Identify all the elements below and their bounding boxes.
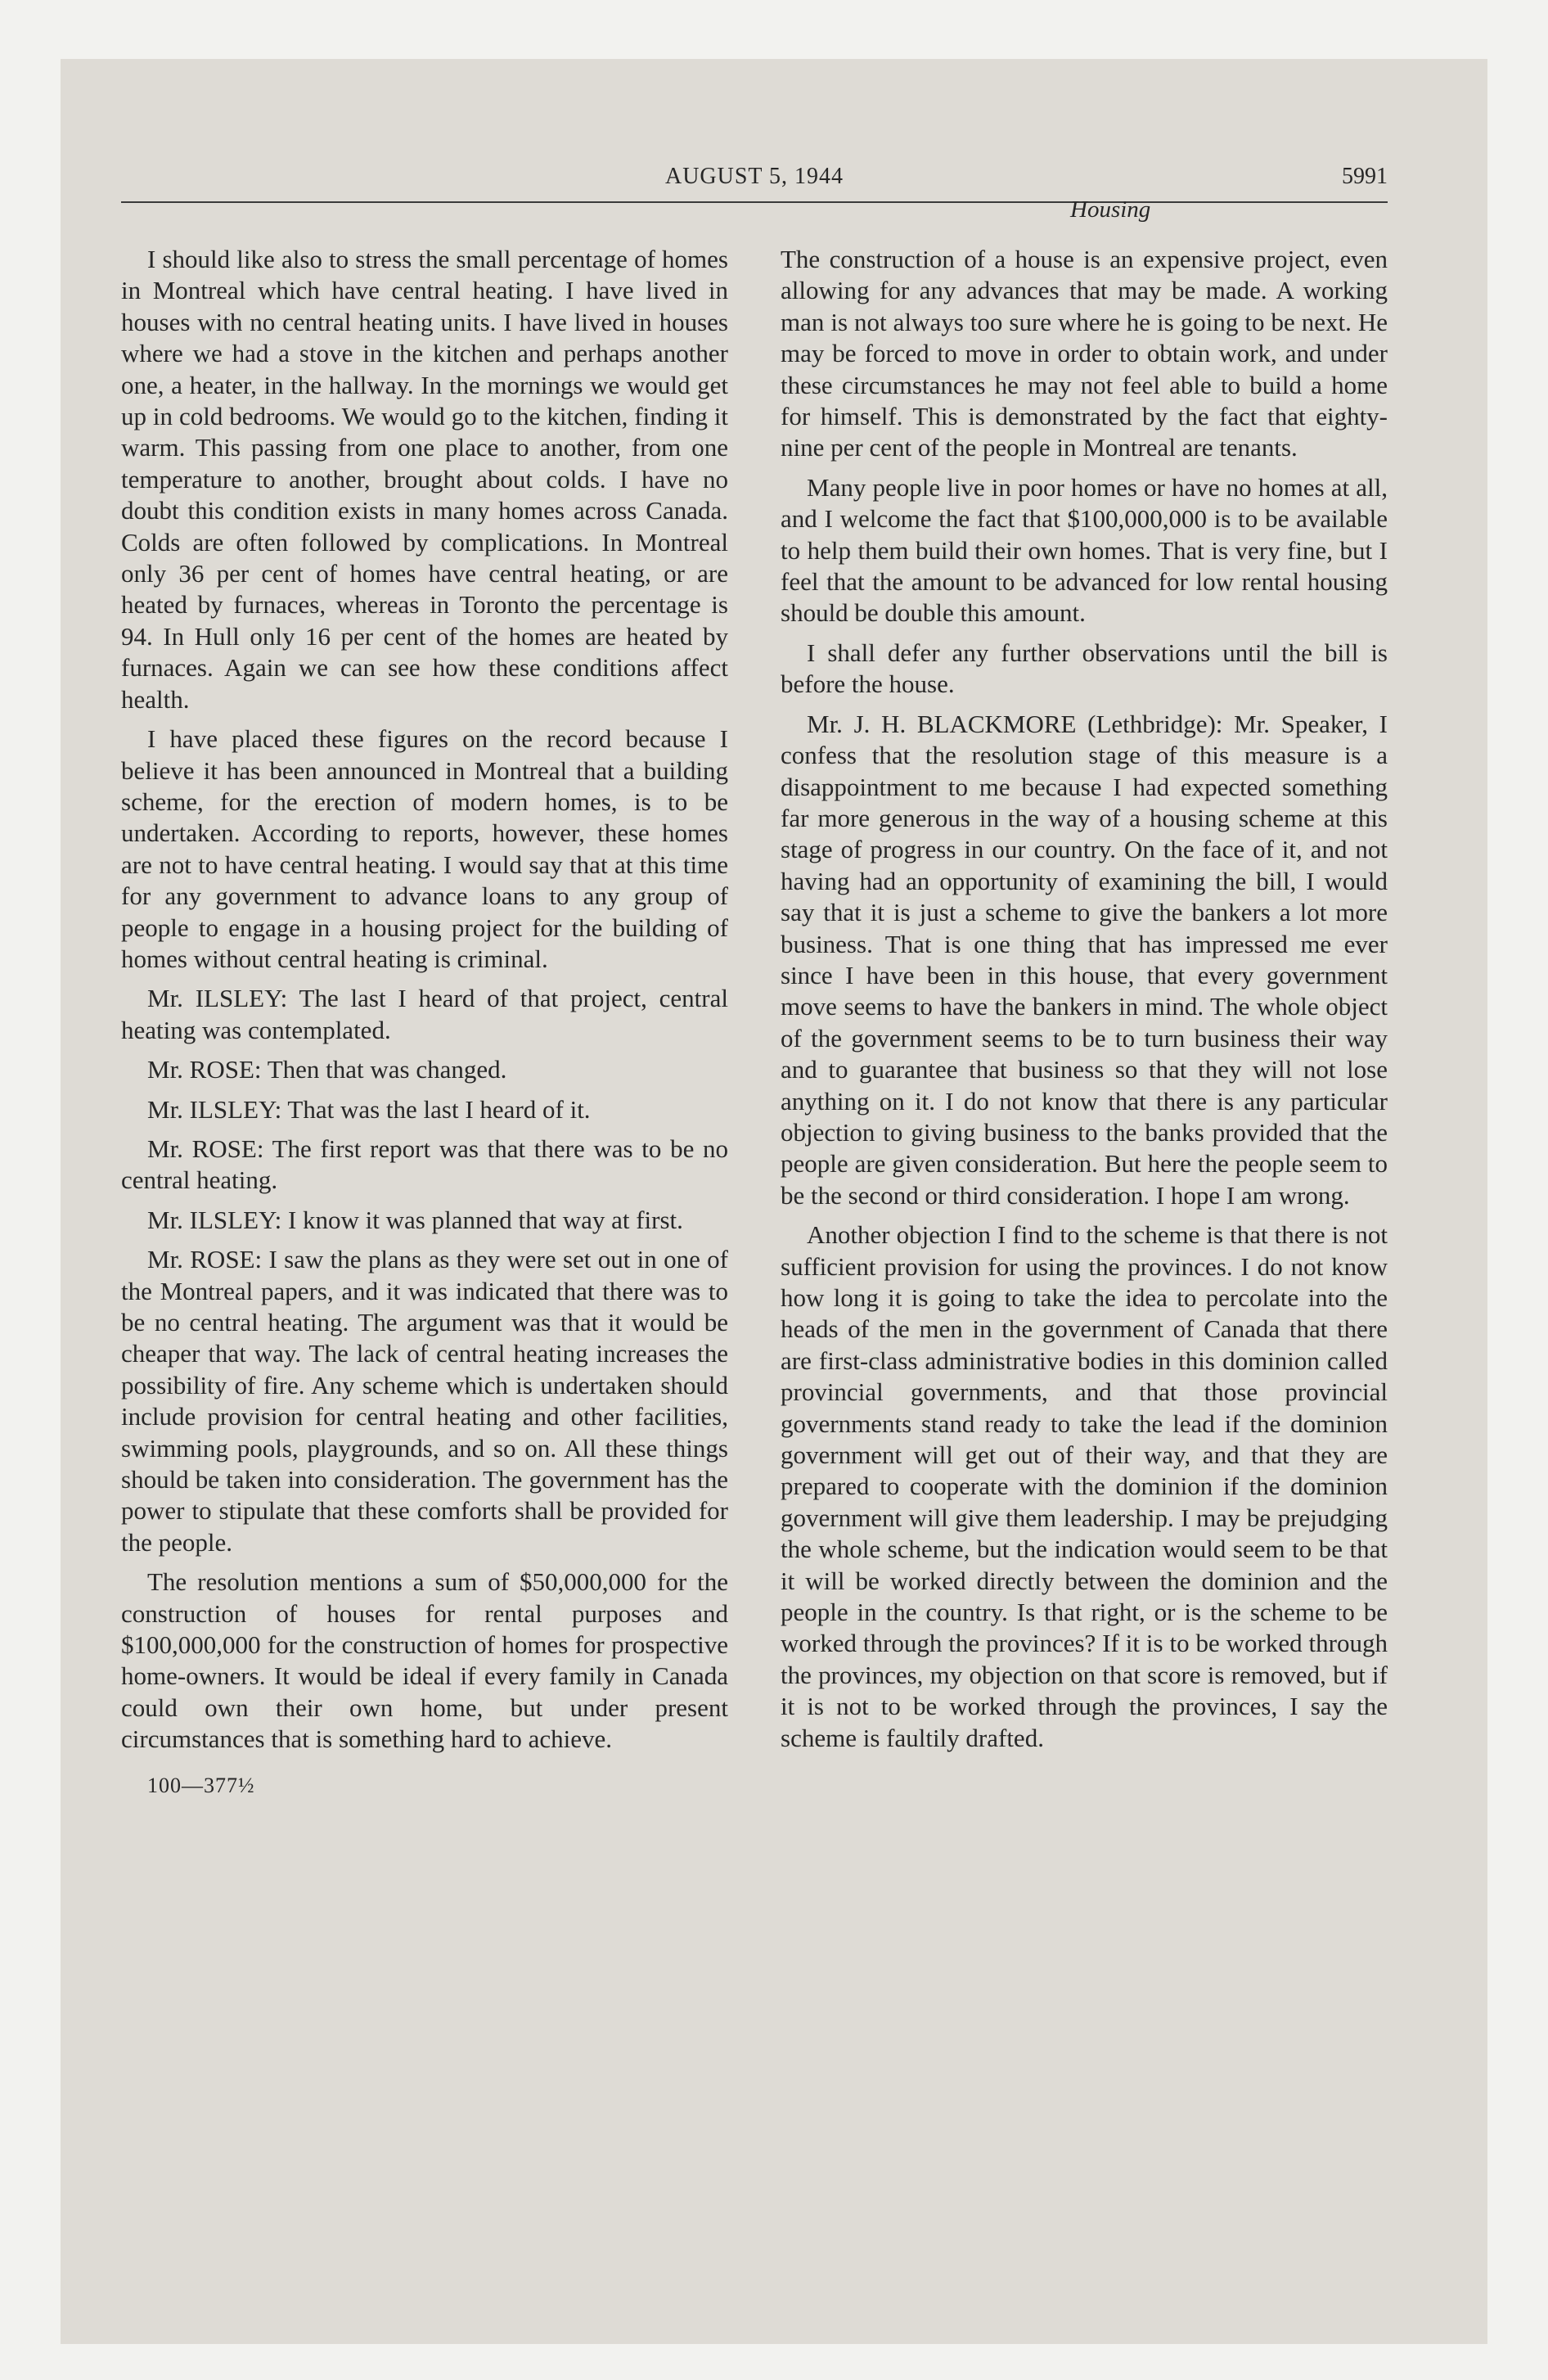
paragraph-text: The resolution mentions a sum of $50,000,000 for the construction of houses for rental purposes and $100,000,000 for the construction of homes for prospective home-owners. It would be ideal if every family in Canada could own their own home, but under present circumstances that is something hard to achieve. [121,1567,728,1754]
hansard-page [121,154,1388,1798]
page-number: 5991 [1342,164,1388,189]
speaker-name: Mr. ILSLEY: [147,1205,282,1234]
paragraph-text: I saw the plans as they were set out in one of the Montreal papers, and it was indicated that there was to be no central heating. The argument was that it would be cheaper that way. The lack of central heating increases the possibility of fire. Any scheme which is undertaken should include provision for central heating and other facilities, swimming pools, playgrounds, and so on. All these things should be taken into consideration. The government has the power to stipulate that these comforts shall be provided for the people. [121,1245,729,1557]
speech-paragraph [781,709,1388,1212]
speaker-name: Mr. ROSE: [147,1245,263,1274]
paragraph-text: The last I heard of that project, central heating was contemplated. [121,984,728,1044]
speech-paragraph [121,1094,728,1125]
paragraph-text: The first report was that there was to be no central heating. [121,1134,728,1195]
paragraph-text: I have placed these figures on the record because I believe it has been announced in Montreal that a building scheme, for the erection of modern homes, is to be undertaken. According to reports, however, these homes are not to have central heating. I would say that at this time for any government to advance loans to any group of people to engage in a housing project for the building of homes without central heating is criminal. [121,724,728,973]
text-columns [121,244,1388,1798]
body-paragraph [121,244,728,715]
speaker-name: Mr. ROSE: [147,1055,262,1084]
paragraph-text: Mr. Speaker, I confess that the resolution stage of this measure is a disappointment to me because I had expected something far more generous in the way of a housing scheme at this stage of progress in our country. On the face of it, and not having had an opportunity of examining the bill, I would say that it is just a scheme to give the bankers a lot more business. That is one thing that has impressed me ever since I have been in this house, that every government move seems to have the bankers in mind. The whole object of the government seems to be to turn business their way and to guarantee that business so that they will not lose anything on it. I do not know that there is any particular objection to giving business to the banks provided that the people are given consideration. But here the people seem to be the second or third consideration. I hope I am wrong. [781,709,1388,1210]
paragraph-text: Many people live in poor homes or have no homes at all, and I welcome the fact that $100,000,000 is to be available to help them build their own homes. That is very fine, but I feel that the amount to be advanced for low rental housing should be double this amount. [781,472,1388,628]
header-spacer [121,203,1388,244]
body-paragraph [781,1219,1388,1754]
speech-paragraph [121,1205,728,1236]
paragraph-text: I know it was planned that way at first. [287,1205,683,1234]
section-title: Housing [1070,196,1151,223]
paragraph-text: Then that was changed. [267,1055,507,1084]
speaker-name: Mr. ILSLEY: [147,1094,282,1124]
header-date: AUGUST 5, 1944 [664,164,844,189]
paragraph-text: The construction of a house is an expensive project, even allowing for any advances that may be made. A working man is not always too sure where he is going to be next. He may be forced to move in order to obtain work, and under these circumstances he may not feel able to build a home for himself. This is demonstrated by the fact that eighty-nine per cent of the people in Montreal are tenants. [781,245,1388,462]
paragraph-text: I should like also to stress the small percentage of homes in Montreal which have central heating. I have lived in houses with no central heating units. I have lived in houses where we had a stove in the kitchen and perhaps another one, a heater, in the hallway. In the mornings we would get up in cold bedrooms. We would go to the kitchen, finding it warm. This passing from one place to another, from one temperature to another, brought about colds. I have no doubt this condition exists in many homes across Canada. Colds are often followed by complications. In Montreal only 36 per cent of homes have central heating, or are heated by furnaces, whereas in Toronto the percentage is 94. In Hull only 16 per cent of the homes are heated by furnaces. Again we can see how these conditions affect health. [121,245,728,714]
paragraph-text: I shall defer any further observations until the bill is before the house. [781,638,1388,699]
speech-paragraph [121,983,728,1046]
paragraph-text: That was the last I heard of it. [287,1094,591,1124]
speech-paragraph [121,1244,728,1558]
body-paragraph [121,723,728,975]
speech-paragraph [121,1054,728,1085]
running-header [121,154,1388,223]
speech-paragraph [121,1134,728,1197]
right-paragraphs [781,244,1388,1754]
left-column [121,244,728,1798]
speaker-name: Mr. J. H. BLACKMORE (Lethbridge): [807,709,1223,738]
signature-mark: 100—377½ [147,1773,255,1797]
speaker-name: Mr. ILSLEY: [147,984,288,1013]
speaker-name: Mr. ROSE: [147,1134,264,1163]
body-paragraph [781,472,1388,629]
body-paragraph [781,244,1388,464]
body-paragraph [781,638,1388,701]
paragraph-text: Another objection I find to the scheme is that there is not sufficient provision for using the provinces. I do not know how long it is going to take the idea to percolate into the heads of the men in the government of Canada that there are first-class administrative bodies in this dominion called provincial governments, and that those provincial governments stand ready to take the lead if the dominion government will get out of their way, and that they are prepared to cooperate with the dominion if the dominion government will give them leadership. I may be prejudging the whole scheme, but the indication would seem to be that it will be worked directly between the dominion and the people in the country. Is that right, or is the scheme to be worked through the provinces? If it is to be worked through the provinces, my objection on that score is removed, but if it is not to be worked through the provinces, I say the scheme is faultily drafted. [781,1220,1388,1752]
left-paragraphs [121,244,728,1756]
body-paragraph [121,1566,728,1755]
right-column [781,244,1388,1798]
